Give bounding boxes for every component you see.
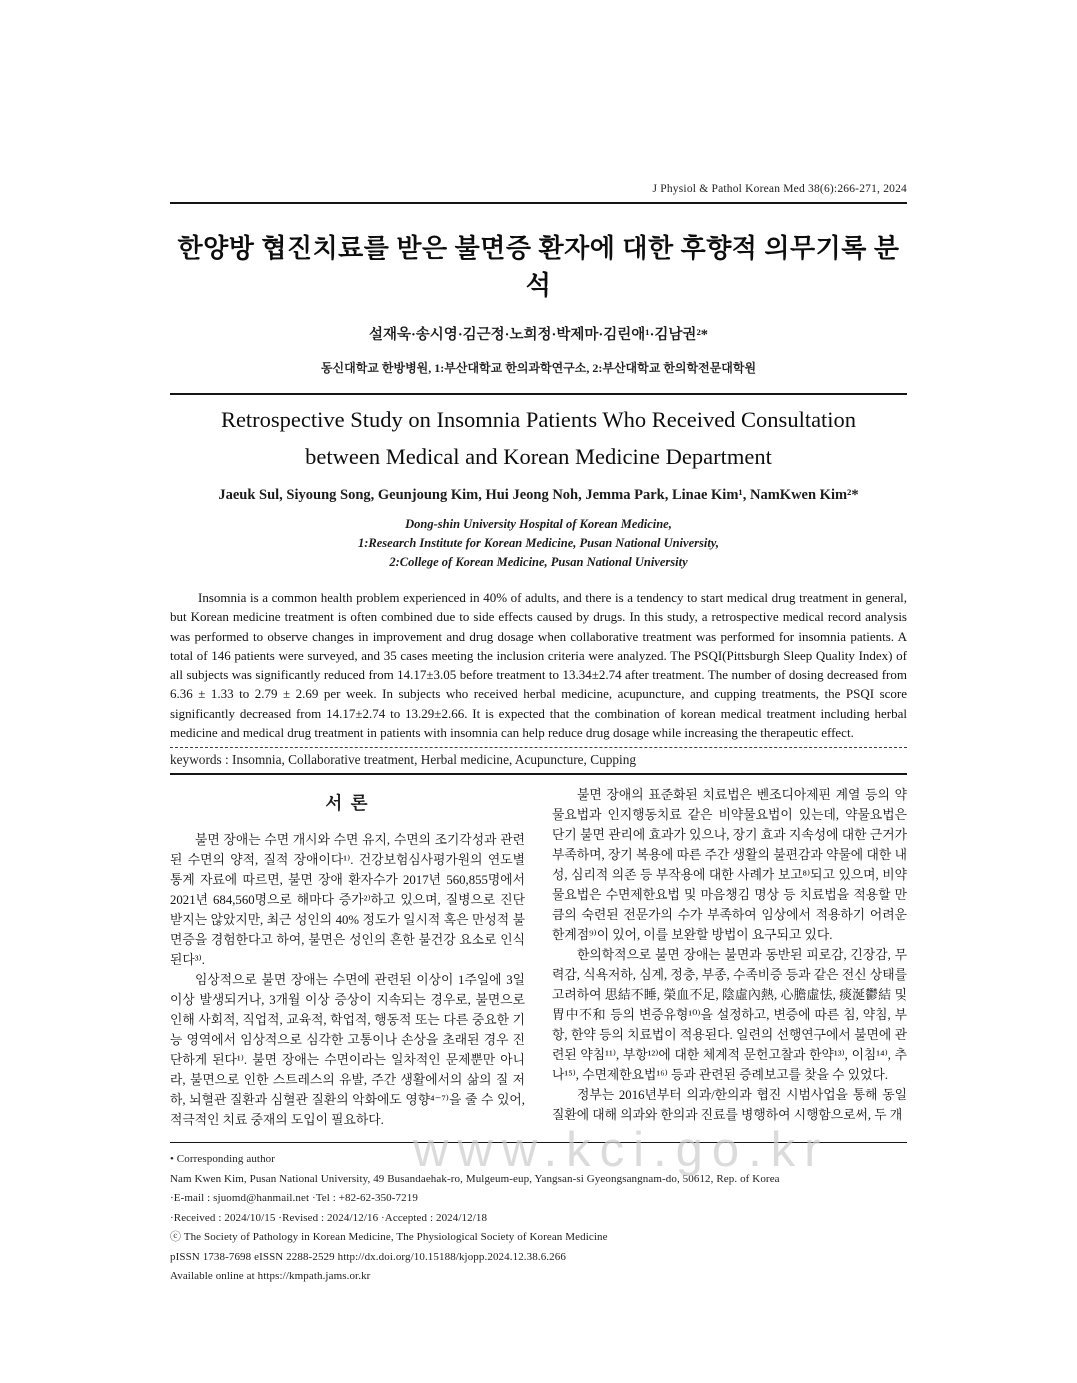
right-column: [552, 785, 907, 1125]
footnote-rule: [170, 1142, 907, 1143]
left-column: [170, 785, 525, 1130]
korean-authors: 설재욱·송시영·김근정·노희정·박제마·김린애¹·김남권²*: [368, 327, 709, 343]
korean-title: 한양방 협진치료를 받은 불면증 환자에 대한 후향적 의무기록 분석: [177, 234, 900, 300]
body-paragraph: 불면 장애는 수면 개시와 수면 유지, 수면의 조기각성과 관련된 수면의 양적, 질적 장애이다¹⁾. 건강보험심사평가원의 연도별 통계 자료에 따르면, 불면 장애 환자수가 2017년 560,855명에서 2021년 684,560명으로 해마다 증가²⁾하고 있으며, 질병으로 진단받지는 않았지만, 최근 성인의 40% 정도가 일시적 혹은 만성적 불면증을 경험한다고 하여, 불면은 성인의 흔한 불건강 요소로 인식된다³⁾.: [170, 833, 525, 968]
body-paragraph: 정부는 2016년부터 의과/한의과 협진 시범사업을 통해 동일 질환에 대해 의과와 한의과 진료를 병행하여 시행함으로써, 두 개: [552, 1088, 907, 1123]
corresponding-author-label: • Corresponding author: [170, 1153, 276, 1166]
korean-affiliation: 동신대학교 한방병원, 1:부산대학교 한의과학연구소, 2:부산대학교 한의학전문대학원: [320, 361, 757, 375]
available-online-line: Available online at https://kmpath.jams.or.kr: [170, 1270, 371, 1283]
body-paragraph: 불면 장애의 표준화된 치료법은 벤조디아제핀 계열 등의 약물요법과 인지행동치료 같은 비약물요법이 있는데, 약물요법은 단기 불면 관리에 효과가 있으나, 장기 효과 지속성에 대한 근거가 부족하며, 장기 복용에 따른 주간 생활의 불편감과 약물에 대한 내성, 심리적 의존 등 부작용에 대한 사례가 보고⁸⁾되고 있으며, 비약물요법은 수면제한요법 및 마음챙김 명상 등 치료법을 적용할 만큼의 숙련된 전문가의 수가 부족하여 임상에서 적용하기 어려운 한계점⁹⁾이 있어, 이를 보완할 방법이 요구되고 있다.: [552, 788, 907, 943]
english-affiliation-line: Dong-shin University Hospital of Korean Medicine,: [405, 517, 672, 531]
section-title-introduction: 서 론: [325, 793, 370, 814]
body-columns: [170, 785, 907, 1130]
english-affiliation-line: 2:College of Korean Medicine, Pusan National University: [389, 555, 688, 569]
english-authors: Jaeuk Sul, Siyoung Song, Geunjoung Kim, Hui Jeong Noh, Jemma Park, Linae Kim¹, NamKwen Kim²*: [218, 487, 859, 503]
title-divider-rule: [170, 393, 907, 395]
received-revised-accepted-line: ·Received : 2024/10/15 ·Revised : 2024/12/16 ·Accepted : 2024/12/18: [170, 1211, 488, 1224]
kci-watermark: www.kci.go.kr: [413, 1123, 830, 1177]
abstract-bottom-rule: [170, 773, 907, 775]
keywords-line: keywords : Insomnia, Collaborative treatment, Herbal medicine, Acupuncture, Cupping: [170, 752, 637, 768]
english-title: [170, 401, 907, 475]
header-rule: [170, 202, 907, 204]
english-affiliations: [170, 515, 907, 572]
corresponding-author-address: Nam Kwen Kim, Pusan National University, 49 Busandaehak-ro, Mulgeum-eup, Yangsan-si Gyeongsangnam-do, 50612, Rep. of Korea: [170, 1172, 780, 1185]
english-title-line2: between Medical and Korean Medicine Department: [305, 444, 772, 469]
journal-citation: J Physiol & Pathol Korean Med 38(6):266-271, 2024: [652, 183, 907, 195]
english-affiliation-line: 1:Research Institute for Korean Medicine, Pusan National University,: [357, 536, 720, 550]
abstract-text: Insomnia is a common health problem experienced in 40% of adults, and there is a tendency to start medical drug treatment in general, but Korean medicine treatment is often combined due to side effects caused by drugs. In this study, a retrospective medical record analysis was performed to observe changes in improvement and drug dosage when collaborative treatment was performed for insomnia patients. A total of 146 patients were surveyed, and 35 cases meeting the inclusion criteria were analyzed. The PSQI(Pittsburgh Sleep Quality Index) of all subjects was significantly reduced from 14.17±3.05 before treatment to 13.34±2.74 after treatment. The number of dosing decreased from 6.36 ± 1.33 to 2.79 ± 2.69 per week. In subjects who received herbal medicine, acupuncture, and cupping treatments, the PSQI score significantly decreased from 14.17±2.74 to 13.29±2.66. It is expected that the combination of korean medical treatment including herbal medicine and medical drug treatment in patients with insomnia can help reduce drug dosage while increasing the therapeutic effect.: [170, 590, 907, 741]
copyright-line: ⓒ The Society of Pathology in Korean Medicine, The Physiological Society of Korean Medicine: [170, 1231, 608, 1244]
page-content: [170, 0, 907, 1287]
body-paragraph: 임상적으로 불면 장애는 수면에 관련된 이상이 1주일에 3일 이상 발생되거나, 3개월 이상 증상이 지속되는 경우로, 불면으로 인해 사회적, 직업적, 교육적, 학업적, 행동적 또는 다른 중요한 기능 영역에서 임상적으로 심각한 고통이나 손상을 초래된 경우 진단하게 된다¹⁾. 불면 장애는 수면이라는 일차적인 문제뿐만 아니라, 불면으로 인한 스트레스의 유발, 주간 생활에서의 삶의 질 저하, 뇌혈관 질환과 심혈관 질환의 악화에도 영향⁴⁻⁷⁾을 줄 수 있어, 적극적인 치료 중재의 도입이 필요하다.: [170, 973, 525, 1128]
issn-doi-line: pISSN 1738-7698 eISSN 2288-2529 http://dx.doi.org/10.15188/kjopp.2024.12.38.6.266: [170, 1250, 566, 1263]
english-title-line1: Retrospective Study on Insomnia Patients Who Received Consultation: [220, 407, 857, 432]
corresponding-author-block: [170, 1150, 907, 1287]
body-paragraph: 한의학적으로 불면 장애는 불면과 동반된 피로감, 긴장감, 무력감, 식욕저하, 심계, 정충, 부종, 수족비증 등과 같은 전신 상태를 고려하여 思結不睡, 榮血不足, 陰虛內熱, 心膽虛怯, 痰涎鬱結 및 胃中不和 등의 변증유형¹⁰⁾을 설정하고, 변증에 따른 침, 약침, 부항, 한약 등의 치료법이 적용된다. 일련의 선행연구에서 불면에 관련된 약침¹¹⁾, 부항¹²⁾에 대한 체계적 문헌고찰과 한약¹³⁾, 이침¹⁴⁾, 추나¹⁵⁾, 수면제한요법¹⁶⁾ 등과 관련된 증례보고를 찾을 수 있었다.: [552, 948, 907, 1083]
email-tel-line: ·E-mail : sjuomd@hanmail.net ·Tel : +82-62-350-7219: [170, 1192, 418, 1205]
